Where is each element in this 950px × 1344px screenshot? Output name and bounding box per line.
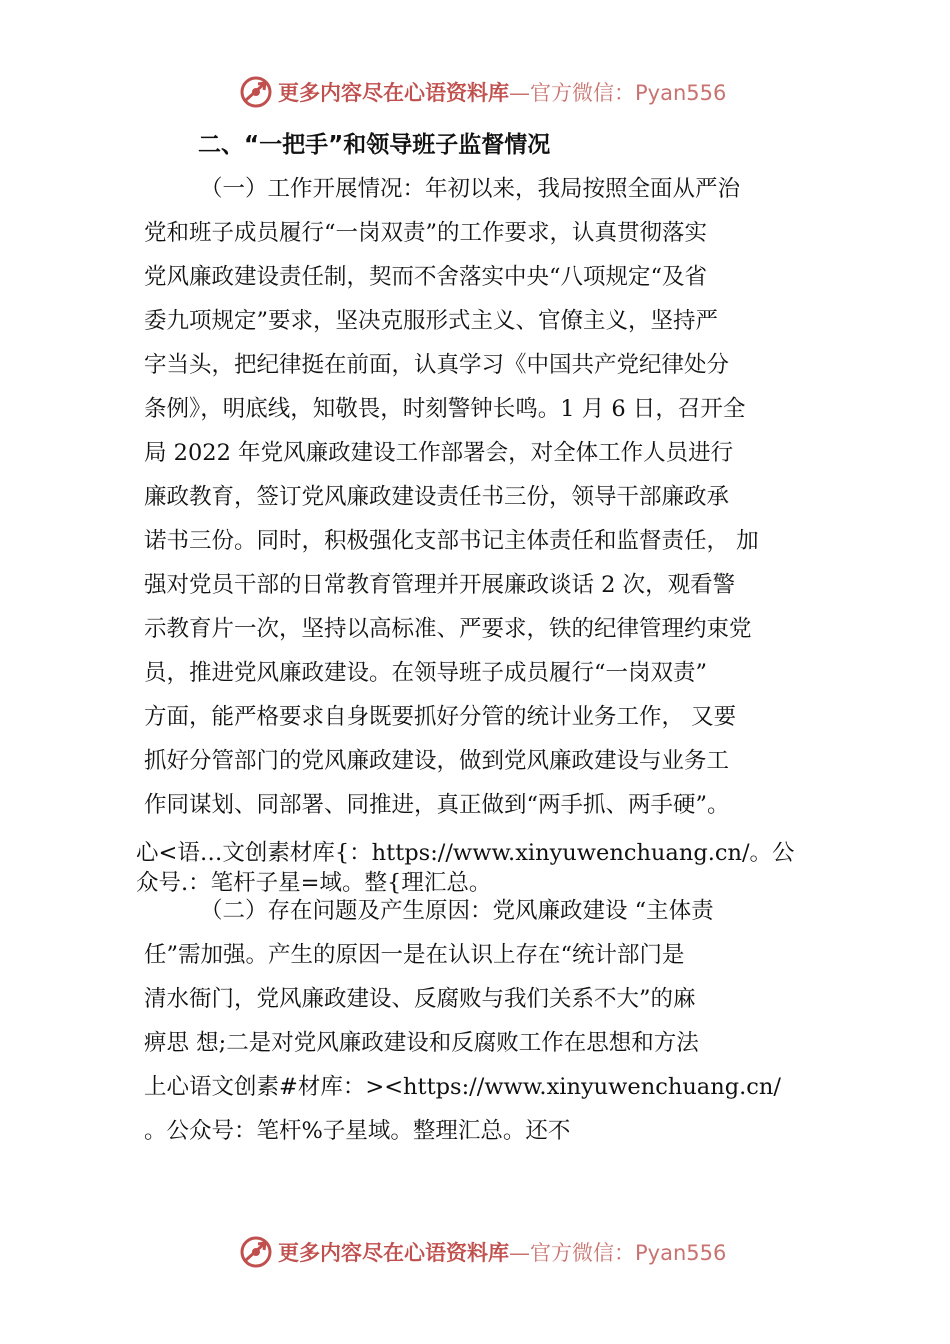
paragraph-line: 示教育片一次，坚持以高标准、严要求，铁的纪律管理约束党 [144,616,752,642]
paragraph-line: 党和班子成员履行“一岗双责”的工作要求，认真贯彻落实 [144,220,708,246]
banner-wechat-text: 官方微信：Pyan556 [530,81,727,105]
top-watermark-banner [238,72,726,112]
banner-separator: — [509,81,530,105]
banner-ad-text: 更多内容尽在心语资料库 [278,81,509,105]
paragraph-line: 清水衙门，党风廉政建设、反腐败与我们关系不大”的麻 [144,986,696,1012]
paragraph-line: 痹思 想;二是对党风廉政建设和反腐败工作在思想和方法 [144,1030,699,1056]
paragraph-line: 委九项规定”要求，坚决克服形式主义、官僚主义，坚持严 [144,308,719,334]
paragraph-line: 诺书三份。同时，积极强化支部书记主体责任和监督责任， 加 [144,528,759,554]
watermark-line: 心<语…文创素材库{：https://www.xinyuwenchuang.cn/。公 [136,840,795,866]
banner-text [278,77,726,107]
paragraph-line: 抓好分管部门的党风廉政建设，做到党风廉政建设与业务工 [144,748,730,774]
paragraph-line: 条例》，明底线，知敬畏，时刻警钟长鸣。1 月 6 日，召开全 [144,396,746,422]
paragraph-line: 。公众号：笔杆%子星域。整理汇总。还不 [144,1118,571,1144]
paragraph-line: 党风廉政建设责任制，契而不舍落实中央“八项规定“及省 [144,264,708,290]
bottom-watermark-banner [238,1232,726,1272]
circle-arrow-logo-icon [238,1234,274,1270]
paragraph-line: （一）工作开展情况：年初以来，我局按照全面从严治 [200,176,741,202]
section-heading: 二、“一把手”和领导班子监督情况 [198,132,551,158]
banner-separator: — [509,1241,530,1265]
banner-ad-text: 更多内容尽在心语资料库 [278,1241,509,1265]
paragraph-line: 上心语文创素#材库：><https://www.xinyuwenchuang.cn/ [144,1074,781,1100]
paragraph-line: 强对党员干部的日常教育管理并开展廉政谈话 2 次，观看警 [144,572,736,598]
paragraph-line: （二）存在问题及产生原因：党风廉政建设 “主体责 [200,898,714,924]
paragraph-line: 任”需加强。产生的原因一是在认识上存在“统计部门是 [144,942,685,968]
paragraph-line: 方面，能严格要求自身既要抓好分管的统计业务工作， 又要 [144,704,737,730]
banner-text [278,1237,726,1267]
paragraph-line: 局 2022 年党风廉政建设工作部署会，对全体工作人员进行 [144,440,734,466]
paragraph-line: 廉政教育，签订党风廉政建设责任书三份，领导干部廉政承 [144,484,730,510]
banner-wechat-text: 官方微信：Pyan556 [530,1241,727,1265]
paragraph-line: 字当头，把纪律挺在前面，认真学习《中国共产党纪律处分 [144,352,730,378]
circle-arrow-logo-icon [238,74,274,110]
paragraph-line: 作同谋划、同部署、同推进，真正做到“两手抓、两手硬”。 [144,792,730,818]
watermark-line: 众号.：笔杆子星=域。整{理汇总。 [136,870,492,896]
paragraph-line: 员，推进党风廉政建设。在领导班子成员履行“一岗双责” [144,660,708,686]
